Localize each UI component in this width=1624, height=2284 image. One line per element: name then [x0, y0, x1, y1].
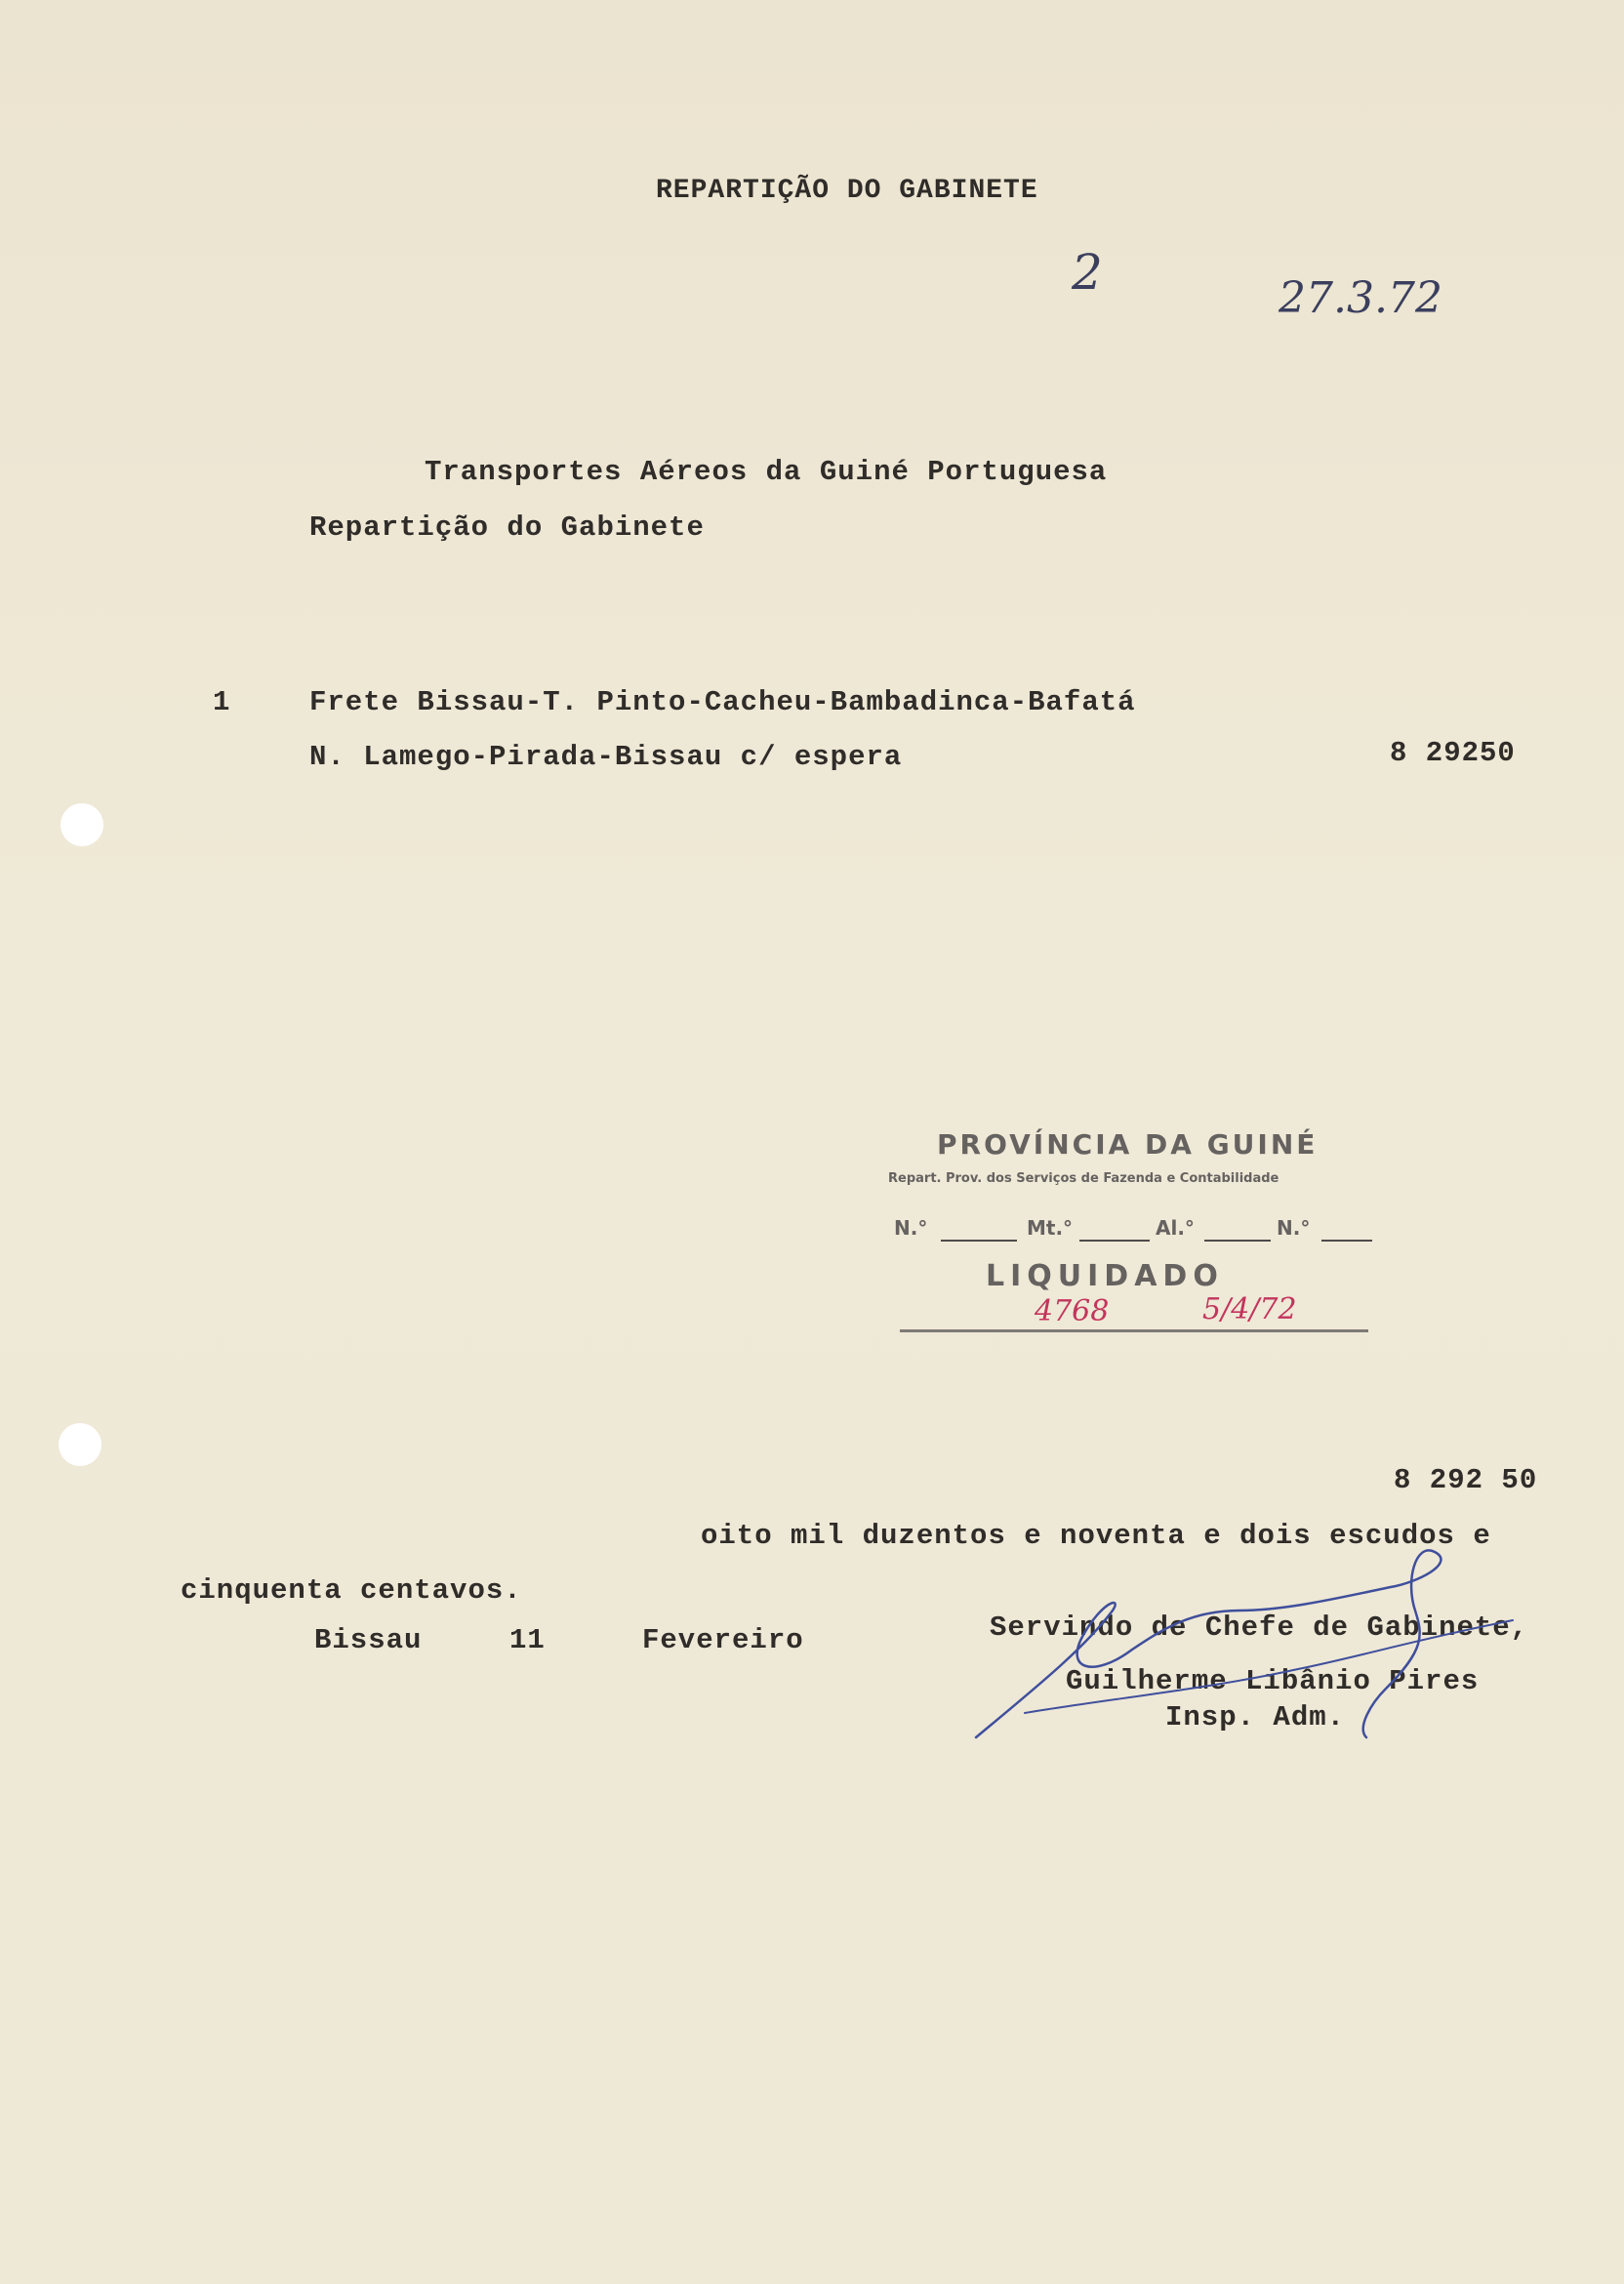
stamp-status: LIQUIDADO [986, 1259, 1224, 1293]
amount-in-words-line-2: cinquenta centavos. [181, 1574, 522, 1607]
date-month: Fevereiro [642, 1624, 804, 1656]
stamp-field-n2: N.° [1277, 1216, 1311, 1240]
stamp-field-al: Al.° [1156, 1216, 1195, 1240]
page-mark: 2 [1072, 244, 1103, 301]
item-description-line-2: N. Lamego-Pirada-Bissau c/ espera [309, 741, 903, 773]
stamp-number: 4768 [1035, 1294, 1110, 1328]
item-description-line-1: Frete Bissau-T. Pinto-Cacheu-Bambadinca-Bafatá [309, 686, 1136, 718]
item-amount: 8 29250 [1390, 737, 1516, 769]
amount-in-words-line-1: oito mil duzentos e noventa e dois escudos e [701, 1520, 1491, 1552]
addressee-line-2: Repartição do Gabinete [309, 511, 705, 544]
signatory-title: Insp. Adm. [1165, 1701, 1346, 1733]
stamp-field-n: N.° [894, 1216, 928, 1240]
date-day: 11 [509, 1624, 546, 1656]
department-heading: REPARTIÇÃO DO GABINETE [656, 176, 1038, 206]
stamp-date: 5/4/72 [1202, 1292, 1297, 1326]
punch-hole-bottom [59, 1423, 102, 1466]
signatory-name: Guilherme Libânio Pires [1066, 1665, 1480, 1697]
stamp-fields-row [894, 1210, 1372, 1245]
stamp-field-mt: Mt.° [1027, 1216, 1074, 1240]
signatory-role: Servindo de Chefe de Gabinete, [990, 1611, 1529, 1644]
punch-hole-top [61, 803, 103, 846]
stamp-province: PROVÍNCIA DA GUINÉ [937, 1128, 1319, 1161]
total-amount: 8 292 50 [1394, 1464, 1538, 1496]
date-place: Bissau [314, 1624, 423, 1656]
addressee-line-1: Transportes Aéreos da Guiné Portuguesa [425, 456, 1108, 488]
stamp-department: Repart. Prov. dos Serviços de Fazenda e Contabilidade [888, 1171, 1279, 1186]
item-number: 1 [213, 686, 231, 718]
handwritten-date: 27.3.72 [1279, 273, 1442, 323]
handwritten-signature [966, 1542, 1552, 1757]
liquidado-stamp [888, 1121, 1386, 1355]
